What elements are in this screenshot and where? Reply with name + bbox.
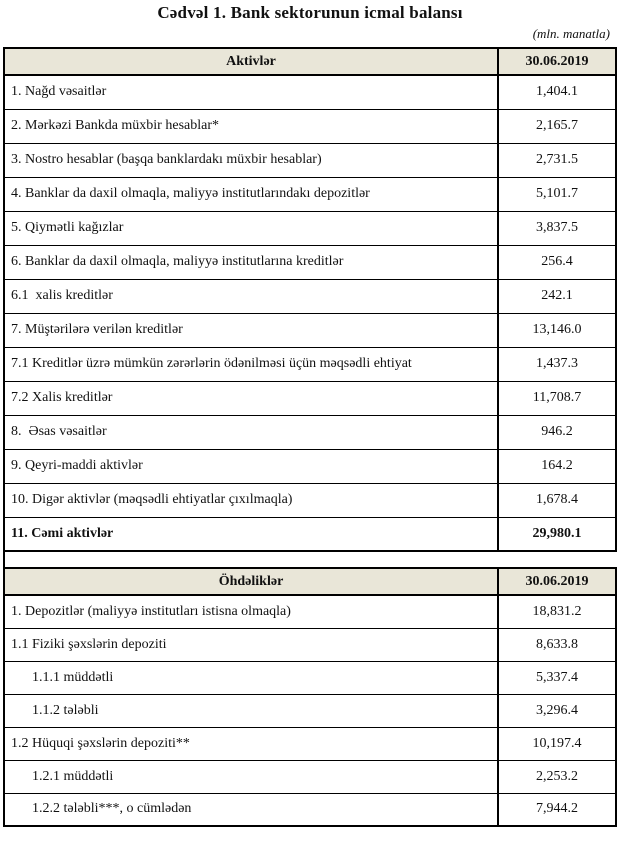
assets-header-row xyxy=(4,48,616,75)
table-row xyxy=(4,793,616,826)
row-value: 2,731.5 xyxy=(498,143,616,177)
row-label: 5. Qiymətli kağızlar xyxy=(4,211,498,245)
table-row xyxy=(4,313,616,347)
table-row xyxy=(4,449,616,483)
table-row xyxy=(4,381,616,415)
row-value: 946.2 xyxy=(498,415,616,449)
row-value: 5,337.4 xyxy=(498,661,616,694)
unit-note: (mln. manatla) xyxy=(532,26,610,41)
table-row xyxy=(4,760,616,793)
row-value: 11,708.7 xyxy=(498,381,616,415)
table-row xyxy=(4,595,616,628)
table-row xyxy=(4,347,616,381)
row-value: 164.2 xyxy=(498,449,616,483)
row-label: 10. Digər aktivlər (məqsədli ehtiyatlar çıxılmaqla) xyxy=(4,483,498,517)
assets-table xyxy=(3,47,617,552)
row-value: 8,633.8 xyxy=(498,628,616,661)
row-label: 1.1 Fiziki şəxslərin depoziti xyxy=(4,628,498,661)
table-row xyxy=(4,661,616,694)
row-value: 18,831.2 xyxy=(498,595,616,628)
row-label: 1.1.1 müddətli xyxy=(4,661,498,694)
row-label: 9. Qeyri-maddi aktivlər xyxy=(4,449,498,483)
row-label: 2. Mərkəzi Bankda müxbir hesablar* xyxy=(4,109,498,143)
table-row xyxy=(4,177,616,211)
row-label: 3. Nostro hesablar (başqa banklardakı müxbir hesablar) xyxy=(4,143,498,177)
table-row xyxy=(4,415,616,449)
row-value: 5,101.7 xyxy=(498,177,616,211)
table-row xyxy=(4,75,616,109)
row-value: 1,678.4 xyxy=(498,483,616,517)
row-value: 256.4 xyxy=(498,245,616,279)
row-label: 1.2 Hüquqi şəxslərin depoziti** xyxy=(4,727,498,760)
row-label: 11. Cəmi aktivlər xyxy=(4,517,498,551)
row-value: 29,980.1 xyxy=(498,517,616,551)
row-label: 4. Banklar da daxil olmaqla, maliyyə institutlarındakı depozitlər xyxy=(4,177,498,211)
liabilities-table-body xyxy=(4,595,616,826)
row-label: 1.2.2 tələbli***, o cümlədən xyxy=(4,793,498,826)
table-row xyxy=(4,211,616,245)
row-value: 242.1 xyxy=(498,279,616,313)
table-row xyxy=(4,109,616,143)
row-label: 1.1.2 tələbli xyxy=(4,694,498,727)
row-label: 7.2 Xalis kreditlər xyxy=(4,381,498,415)
table-row xyxy=(4,279,616,313)
row-label: 7. Müştərilərə verilən kreditlər xyxy=(4,313,498,347)
row-value: 10,197.4 xyxy=(498,727,616,760)
liabilities-header-label: Öhdəliklər xyxy=(4,568,498,595)
assets-header-date: 30.06.2019 xyxy=(498,48,616,75)
page-title: Cədvəl 1. Bank sektorunun icmal balansı xyxy=(157,3,463,22)
row-label: 7.1 Kreditlər üzrə mümkün zərərlərin ödənilməsi üçün məqsədli ehtiyat xyxy=(4,347,498,381)
row-label: 1. Depozitlər (maliyyə institutları istisna olmaqla) xyxy=(4,595,498,628)
table-gap-spacer xyxy=(3,552,615,567)
row-value: 3,296.4 xyxy=(498,694,616,727)
row-label: 6.1 xalis kreditlər xyxy=(4,279,498,313)
row-value: 1,437.3 xyxy=(498,347,616,381)
row-value: 2,253.2 xyxy=(498,760,616,793)
table-row xyxy=(4,483,616,517)
table-row xyxy=(4,143,616,177)
row-value: 13,146.0 xyxy=(498,313,616,347)
table-row xyxy=(4,694,616,727)
table-row xyxy=(4,245,616,279)
row-label: 6. Banklar da daxil olmaqla, maliyyə institutlarına kreditlər xyxy=(4,245,498,279)
row-value: 1,404.1 xyxy=(498,75,616,109)
table-row xyxy=(4,517,616,551)
table-row xyxy=(4,628,616,661)
row-label: 8. Əsas vəsaitlər xyxy=(4,415,498,449)
row-label: 1. Nağd vəsaitlər xyxy=(4,75,498,109)
assets-table-body xyxy=(4,75,616,551)
row-label: 1.2.1 müddətli xyxy=(4,760,498,793)
row-value: 3,837.5 xyxy=(498,211,616,245)
liabilities-header-row xyxy=(4,568,616,595)
row-value: 7,944.2 xyxy=(498,793,616,826)
row-value: 2,165.7 xyxy=(498,109,616,143)
liabilities-table xyxy=(3,567,617,827)
liabilities-header-date: 30.06.2019 xyxy=(498,568,616,595)
assets-header-label: Aktivlər xyxy=(4,48,498,75)
table-row xyxy=(4,727,616,760)
